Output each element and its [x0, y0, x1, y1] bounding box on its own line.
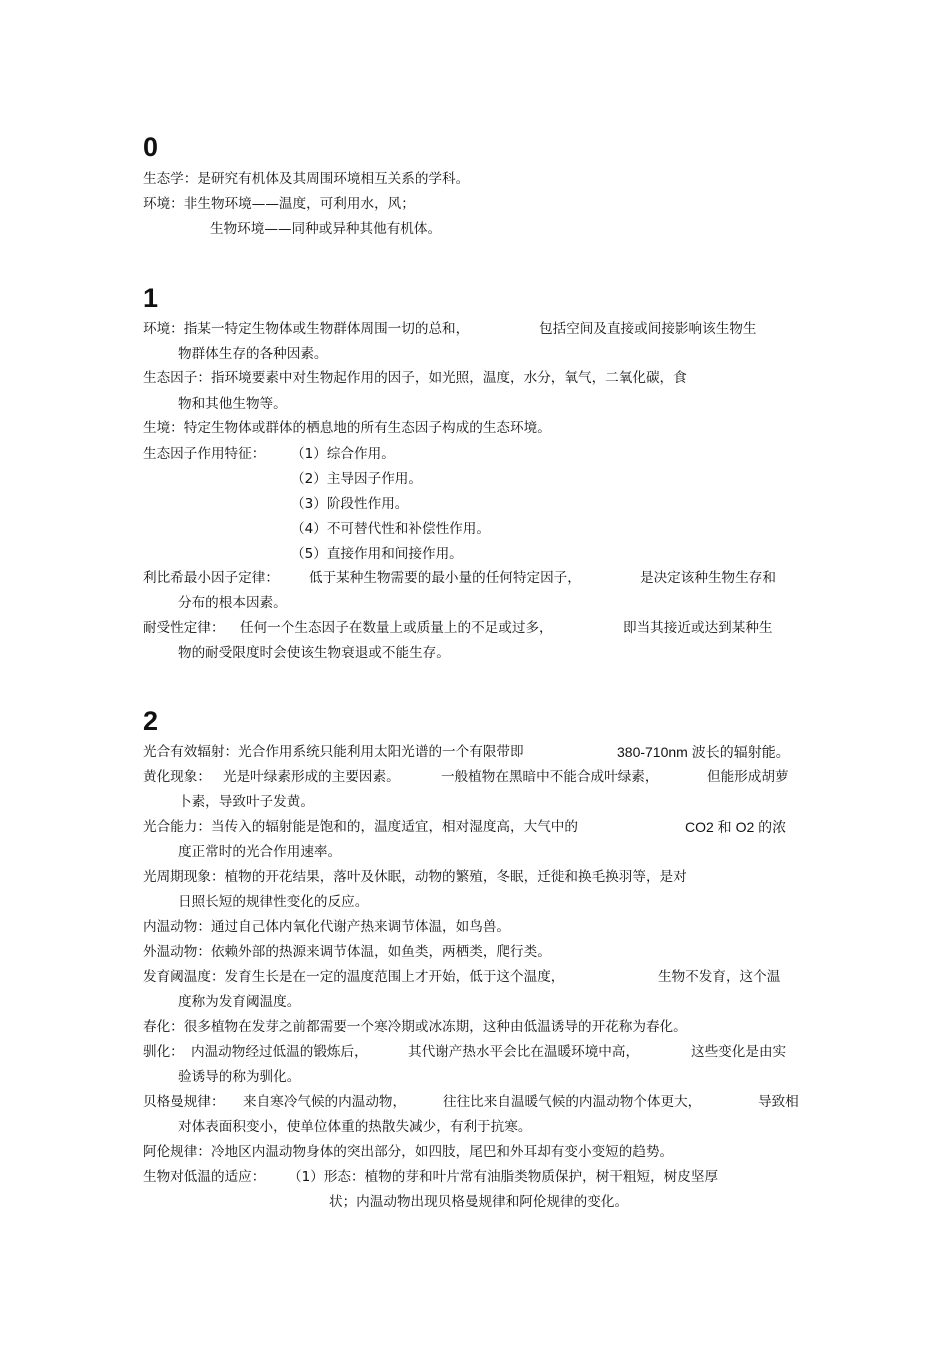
factor-feature-5: （5）直接作用和间接作用。 — [291, 546, 463, 562]
def-habitat: 生境：特定生物体或群体的栖息地的所有生态因子构成的生态环境。 — [143, 420, 551, 436]
def-bergmann-part-b: 来自寒冷气候的内温动物， — [243, 1094, 407, 1110]
factor-feature-4: （4）不可替代性和补偿性作用。 — [291, 521, 490, 537]
section-number-1: 1 — [143, 283, 159, 313]
def-acclimation-part-b: 内温动物经过低温的锻炼后， — [191, 1044, 368, 1060]
factor-feature-2: （2）主导因子作用。 — [291, 471, 422, 487]
def-par-part-a: 光合有效辐射：光合作用系统只能利用太阳光谱的一个有限带即 — [143, 744, 524, 760]
def-etiolation-line2: 卜素，导致叶子发黄。 — [178, 794, 314, 810]
def-environment-line2: 物群体生存的各种因素。 — [178, 346, 328, 362]
def-etiolation-part-b: 光是叶绿素形成的主要因素。 — [223, 769, 400, 785]
def-bergmann-part-a: 贝格曼规律： — [143, 1094, 225, 1110]
def-tolerance-line2: 物的耐受限度时会使该生物衰退或不能生存。 — [178, 645, 450, 661]
def-liebig-part-c: 是决定该种生物生存和 — [640, 570, 776, 586]
def-liebig-part-b: 低于某种生物需要的最小量的任何特定因子， — [309, 570, 581, 586]
def-tolerance-part-c: 即当其接近或达到某种生 — [623, 620, 773, 636]
section-number-0: 0 — [143, 132, 159, 162]
def-environment-abiotic: 环境：非生物环境——温度，可利用水，风； — [143, 196, 415, 212]
def-photosynthetic-capacity-line2: 度正常时的光合作用速率。 — [178, 844, 342, 860]
def-cold-part-a: 生物对低温的适应： — [143, 1169, 266, 1185]
def-tolerance-part-b: 任何一个生态因子在数量上或质量上的不足或过多， — [240, 620, 553, 636]
def-bergmann-part-c: 往往比来自温暖气候的内温动物个体更大， — [443, 1094, 702, 1110]
def-ecology: 生态学：是研究有机体及其周围环境相互关系的学科。 — [143, 171, 470, 187]
def-bergmann-part-d: 导致相 — [758, 1094, 799, 1110]
def-threshold-part-a: 发育阈温度：发育生长是在一定的温度范围上才开始，低于这个温度， — [143, 969, 565, 985]
def-acclimation-part-d: 这些变化是由实 — [691, 1044, 787, 1060]
def-acclimation-part-c: 其代谢产热水平会比在温暖环境中高， — [408, 1044, 640, 1060]
def-liebig-part-a: 利比希最小因子定律： — [143, 570, 279, 586]
def-capacity-part-b: CO2 和 O2 的浓 — [685, 819, 787, 835]
factor-feature-3: （3）阶段性作用。 — [291, 496, 409, 512]
def-cold-part-b: （1）形态：植物的芽和叶片常有油脂类物质保护，树干粗短，树皮坚厚 — [288, 1169, 719, 1185]
def-bergmann-line2: 对体表面积变小，使单位体重的热散失减少，有利于抗寒。 — [178, 1119, 532, 1135]
def-environment-part-b: 包括空间及直接或间接影响该生物生 — [539, 321, 757, 337]
def-acclimation-part-a: 驯化： — [143, 1044, 184, 1060]
def-liebig-line2: 分布的根本因素。 — [178, 595, 287, 611]
def-capacity-part-a: 光合能力：当传入的辐射能是饱和的，温度适宜，相对湿度高，大气中的 — [143, 819, 578, 835]
def-par-part-b: 380-710nm 波长的辐射能。 — [617, 744, 790, 760]
def-ectotherm: 外温动物：依赖外部的热源来调节体温，如鱼类，两栖类，爬行类。 — [143, 944, 551, 960]
def-etiolation-part-d: 但能形成胡萝 — [707, 769, 789, 785]
def-etiolation-part-a: 黄化现象： — [143, 769, 211, 785]
factor-feature-1: （1）综合作用。 — [291, 446, 395, 462]
def-etiolation-part-c: 一般植物在黑暗中不能合成叶绿素， — [441, 769, 659, 785]
def-environment-biotic: 生物环境——同种或异种其他有机体。 — [210, 221, 442, 237]
def-environment-part-a: 环境：指某一特定生物体或生物群体周围一切的总和， — [143, 321, 470, 337]
def-threshold-temp-line2: 度称为发育阈温度。 — [178, 994, 301, 1010]
def-threshold-part-b: 生物不发育，这个温 — [658, 969, 781, 985]
def-ecological-factor-line2: 物和其他生物等。 — [178, 396, 287, 412]
def-acclimation-line2: 验诱导的称为驯化。 — [178, 1069, 301, 1085]
def-cold-adaptation-line2: 状；内温动物出现贝格曼规律和阿伦规律的变化。 — [329, 1194, 629, 1210]
def-photoperiodism-line1: 光周期现象：植物的开花结果，落叶及休眠，动物的繁殖，冬眠，迁徙和换毛换羽等，是对 — [143, 869, 687, 885]
def-vernalization: 春化：很多植物在发芽之前都需要一个寒冷期或冰冻期，这种由低温诱导的开花称为春化。 — [143, 1019, 687, 1035]
section-number-2: 2 — [143, 706, 159, 736]
def-allen: 阿伦规律：冷地区内温动物身体的突出部分，如四肢，尾巴和外耳却有变小变短的趋势。 — [143, 1144, 674, 1160]
factor-features-label: 生态因子作用特征： — [143, 446, 266, 462]
def-photoperiodism-line2: 日照长短的规律性变化的反应。 — [178, 894, 369, 910]
def-ecological-factor-line1: 生态因子：指环境要素中对生物起作用的因子，如光照，温度，水分，氧气，二氧化碳，食 — [143, 370, 687, 386]
def-endotherm: 内温动物：通过自己体内氧化代谢产热来调节体温，如鸟兽。 — [143, 919, 511, 935]
def-tolerance-part-a: 耐受性定律： — [143, 620, 225, 636]
